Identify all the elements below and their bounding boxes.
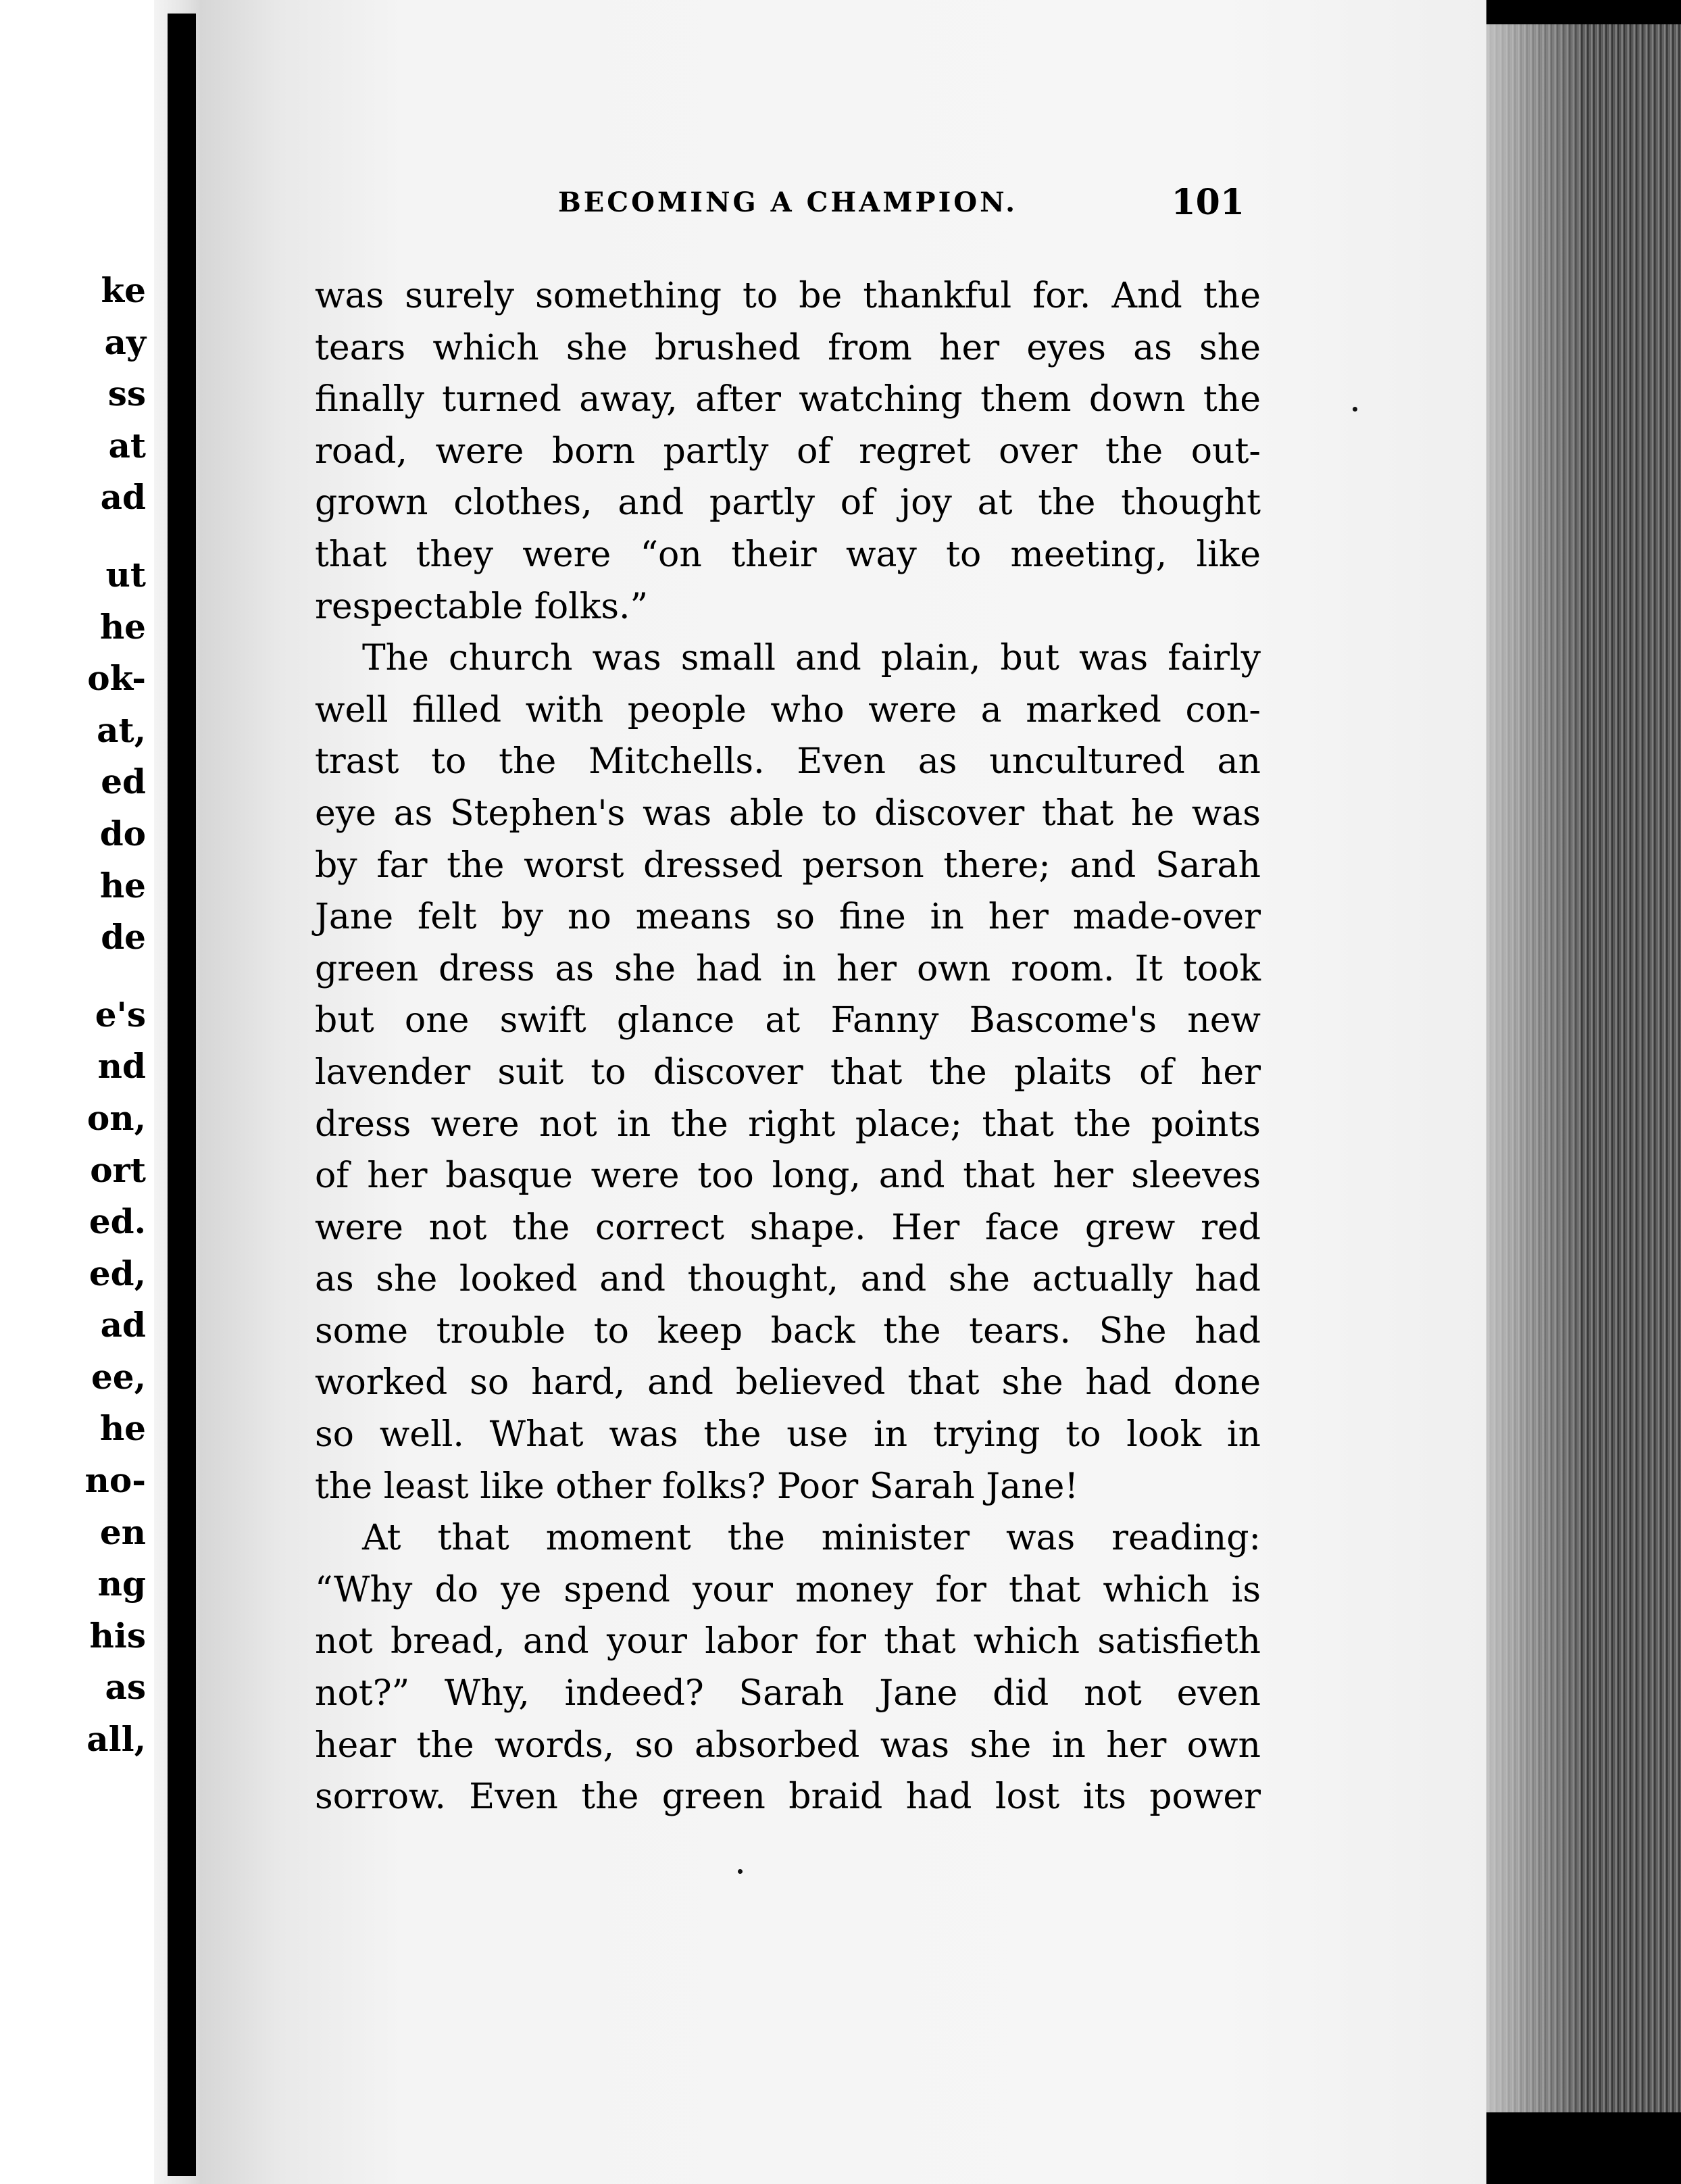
page-edges-highlight — [1486, 24, 1581, 2112]
paragraph — [315, 632, 1261, 1512]
paragraph — [315, 1512, 1261, 1823]
previous-page-fragment: ng — [97, 1564, 146, 1604]
previous-page-fragment: he — [99, 606, 146, 647]
text-line: trast to the Mitchells. Even as uncultured an — [315, 741, 1261, 783]
text-line: hear the words, so absorbed was she in her own — [315, 1724, 1261, 1766]
text-line: green dress as she had in her own room. It took — [315, 948, 1261, 989]
speck-mark — [1353, 407, 1357, 412]
previous-page-fragment — [0, 524, 154, 549]
text-line: was surely something to be thankful for. And the — [315, 276, 1261, 316]
gutter-shadow — [168, 14, 196, 2176]
previous-page-fragment: as — [105, 1667, 146, 1708]
previous-page-fragment: do — [99, 813, 146, 853]
previous-page-fragment: all, — [86, 1719, 146, 1760]
text-line: not?” Why, indeed? Sarah Jane did not even — [315, 1673, 1261, 1714]
text-line: “Why do ye spend your money for that which is — [315, 1569, 1261, 1610]
text-line: of her basque were too long, and that her sleeves — [315, 1156, 1261, 1197]
previous-page-fragment: en — [99, 1512, 146, 1552]
previous-page-fragment: ad — [100, 477, 146, 518]
page-header — [558, 179, 1245, 226]
previous-page-fragment: on, — [86, 1097, 146, 1138]
previous-page-fragment: he — [99, 1408, 146, 1449]
text-line: eye as Stephen's was able to discover that he was — [315, 793, 1261, 834]
text-line: lavender suit to discover that the plaits of her — [315, 1051, 1261, 1093]
previous-page-fragment: he — [99, 865, 146, 905]
page-number: 101 — [1171, 182, 1245, 223]
running-head: BECOMING A CHAMPION. — [558, 187, 1018, 218]
previous-page-fragment: at — [108, 425, 146, 466]
text-line: that they were “on their way to meeting, like — [315, 534, 1261, 575]
text-line: so well. What was the use in trying to look in — [315, 1414, 1261, 1456]
text-line: tears which she brushed from her eyes as she — [315, 327, 1261, 368]
text-line: finally turned away, after watching them down the — [315, 379, 1261, 420]
previous-page-fragment: ee, — [91, 1356, 146, 1397]
previous-page-fragment: his — [89, 1615, 146, 1656]
paragraph — [315, 270, 1261, 632]
previous-page-fragment: nd — [97, 1046, 146, 1087]
previous-page-fragment: ed — [101, 762, 146, 802]
text-line: well filled with people who were a marked con- — [315, 689, 1261, 730]
previous-page-fragment: ke — [101, 270, 146, 310]
text-line: grown clothes, and partly of joy at the thought — [315, 482, 1261, 524]
previous-page-fragment — [0, 964, 154, 989]
previous-page-edge — [0, 0, 154, 2184]
text-line: dress were not in the right place; that the points — [315, 1103, 1261, 1145]
previous-page-fragment: ok- — [87, 658, 146, 699]
previous-page-fragment: ed. — [89, 1201, 146, 1242]
text-line: worked so hard, and believed that she had done — [315, 1362, 1261, 1404]
text-line: sorrow. Even the green braid had lost its power — [315, 1777, 1261, 1818]
previous-page-line-fragments — [0, 265, 154, 1766]
text-line: as she looked and thought, and she actually had — [315, 1259, 1261, 1300]
previous-page-fragment: e's — [95, 994, 146, 1035]
text-line: respectable folks.” — [315, 586, 649, 627]
text-line: not bread, and your labor for that which satisfieth — [315, 1621, 1261, 1662]
previous-page-fragment: ut — [105, 554, 146, 595]
previous-page-fragment: no- — [84, 1460, 146, 1501]
previous-page-fragment: ss — [107, 374, 146, 414]
text-line: but one swift glance at Fanny Bascome's new — [315, 1000, 1261, 1041]
previous-page-fragment: ay — [104, 322, 146, 362]
previous-page-fragment: ad — [100, 1305, 146, 1345]
text-line: were not the correct shape. Her face grew red — [315, 1207, 1261, 1248]
previous-page-fragment: ed, — [89, 1253, 146, 1293]
text-line: The church was small and plain, but was fairly — [362, 638, 1261, 679]
text-line: the least like other folks? Poor Sarah Jane! — [315, 1466, 1079, 1507]
text-line: At that moment the minister was reading: — [362, 1518, 1261, 1559]
text-line: by far the worst dressed person there; and Sarah — [315, 845, 1261, 886]
text-line: some trouble to keep back the tears. She had — [315, 1310, 1261, 1351]
previous-page-fragment: ort — [90, 1149, 146, 1190]
text-line: Jane felt by no means so fine in her made-over — [315, 897, 1261, 938]
previous-page-fragment: at, — [97, 710, 146, 750]
speck-mark — [738, 1869, 743, 1874]
previous-page-fragment: de — [101, 917, 146, 958]
text-line: road, were born partly of regret over the out- — [315, 430, 1261, 472]
body-text — [315, 270, 1261, 1823]
